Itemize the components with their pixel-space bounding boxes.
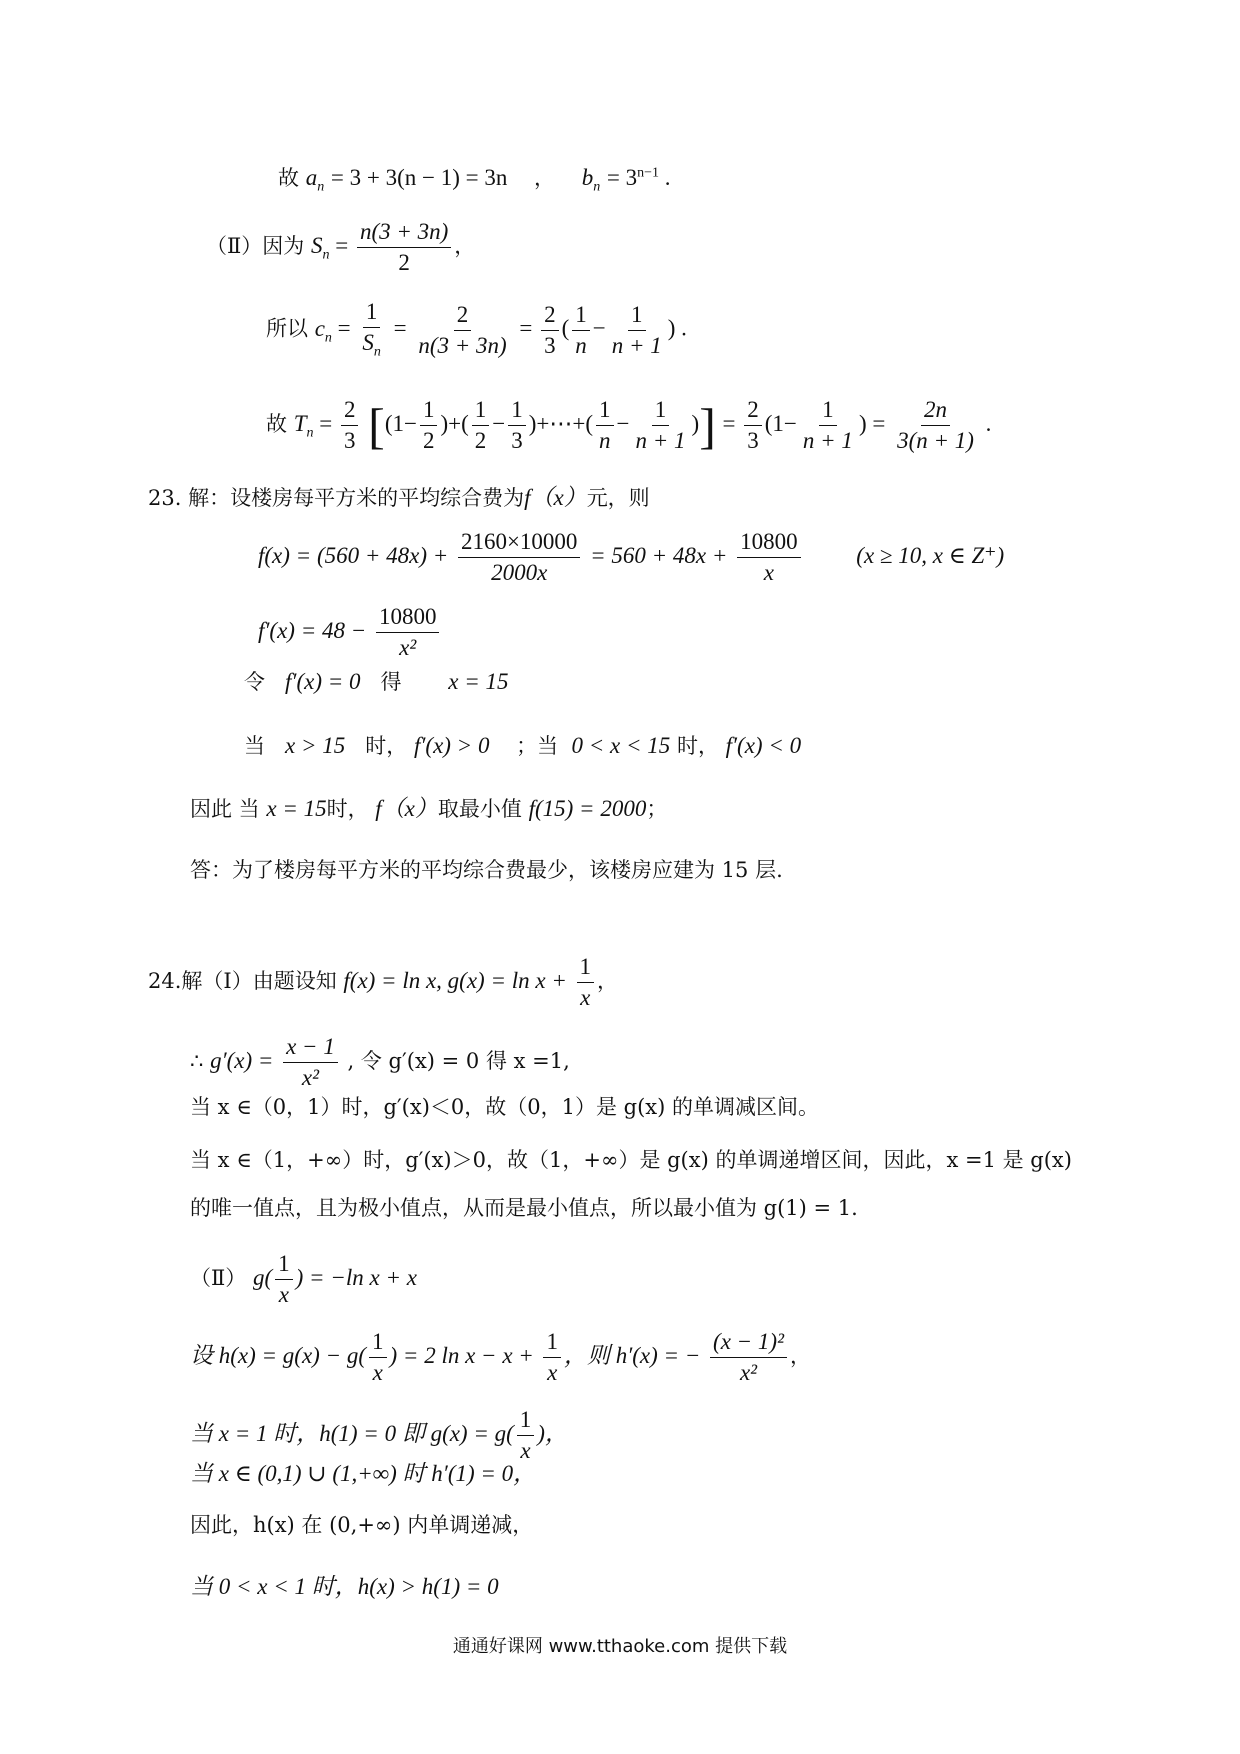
conclusion-line: 因此 当 x = 15时， f（x）取最小值 f(15) = 2000； — [190, 796, 668, 821]
monotonic-line: 当 x > 15 时， f′(x) > 0 ；当 0 < x < 15 时， f′(x) < 0 — [244, 733, 802, 758]
h-decreasing-line: 因此，h(x) 在 (0,+∞) 内单调递减， — [190, 1513, 534, 1537]
derivative-line: f′(x) = 48 − $\frac{10800}{\text{x²}}$ — [258, 605, 442, 660]
q24-head: 24.解（Ⅰ）由题设知 f(x) = ln x, g(x) = ln x + $\frac{1}{x}$ ， — [148, 954, 619, 1011]
increasing-interval-line: 当 x ∈（1，+∞）时，g′(x)＞0，故（1，+∞）是 g(x) 的单调递增区间，因此，x =1 是 g(x) — [190, 1148, 1072, 1172]
h-derivative-line: 当 x ∈ (0,1) ∪ (1,+∞) 时 h′(1) = 0， — [190, 1461, 537, 1486]
dg-line: ∴ g′(x) = $\frac{x - 1}{\text{x²}}$ , 令 g′(x) = 0 得 x =1, — [190, 1034, 570, 1091]
an-symbol: $a_n$ — [305, 165, 325, 195]
an-bn-line: 故 $a_n = 3 + 3(n - 1) = 3n$ ， $b_n = 3^{n-1}$ . — [278, 165, 671, 195]
decreasing-interval-line: 当 x ∈（0，1）时，g′(x)＜0，故（0，1）是 g(x) 的单调减区间。 — [190, 1095, 820, 1119]
q23-intro: 23. 解：设楼房每平方米的平均综合费为f（x）元，则 — [148, 485, 650, 510]
domain-condition: (x ≥ 10, x ∈ Z⁺) — [856, 543, 1005, 569]
h-definition-line: 设 h(x) = g(x) − g( $\frac{1}{x}$ ) = 2 ln x − x + $\frac{1}{x}$ ，则 h′(x) = − $\frac{\text{(x − 1)²}}{\text{x²}}$ ， — [190, 1329, 811, 1386]
minimum-line: 的唯一值点，且为极小值点，从而是最小值点，所以最小值为 g(1) = 1. — [190, 1196, 858, 1220]
sn-line: （Ⅱ）因为 $S_n$ = $\frac{n(3 + 3n)}{2}$ ， — [206, 219, 476, 276]
part2-g-line: （Ⅱ） g( $\frac{1}{x}$ ) = −ln x + x — [190, 1251, 417, 1308]
page-footer: 通通好课网 www.tthaoke.com 提供下载 — [452, 1636, 788, 1657]
cn-line: 所以 $c_n$ = $\frac{1}{S_n}$ = $\frac{2}{n(3 + 3n)}$ = $\frac{2}{3}$ ( $\frac{1}{n}$ − $\frac{1}{n + 1}$ ) . — [266, 299, 687, 360]
q23-answer: 答：为了楼房每平方米的平均综合费最少，该楼房应建为 15 层. — [190, 858, 783, 882]
h-at-one-line: 当 x = 1 时，h(1) = 0 即 g(x) = g( $\frac{1}{x}$ )， — [190, 1407, 568, 1464]
sn-fraction: $\frac{n(3 + 3n)}{2}$ — [357, 220, 451, 275]
bn-symbol: $b_n$ — [581, 165, 601, 195]
tn-line: 故 $T_n$ = $\frac{2}{3}$ [(1− $\frac{1}{2}$ )+( $\frac{1}{2}$ − $\frac{1}{3}$ )+⋯+( $\frac{1}{n}$ − $\frac{1}{n + 1}$ )] = $\frac{2}{3}$ (1− $\frac{1}{n + 1}$ ) = $\frac{2n}{3(n + 1)}$ . — [266, 397, 992, 454]
h-positive-line: 当 0 < x < 1 时，h(x) > h(1) = 0 — [190, 1574, 499, 1599]
fx-definition: f(x) = (560 + 48x) + $\frac{2160\times 10000}{2000x}$ = 560 + 48x + $\frac{10800}{x}$ (x ≥ 10, x ∈ Z⁺) — [258, 529, 1005, 586]
set-zero-line: 令 f′(x) = 0 得 x = 15 — [244, 669, 509, 694]
